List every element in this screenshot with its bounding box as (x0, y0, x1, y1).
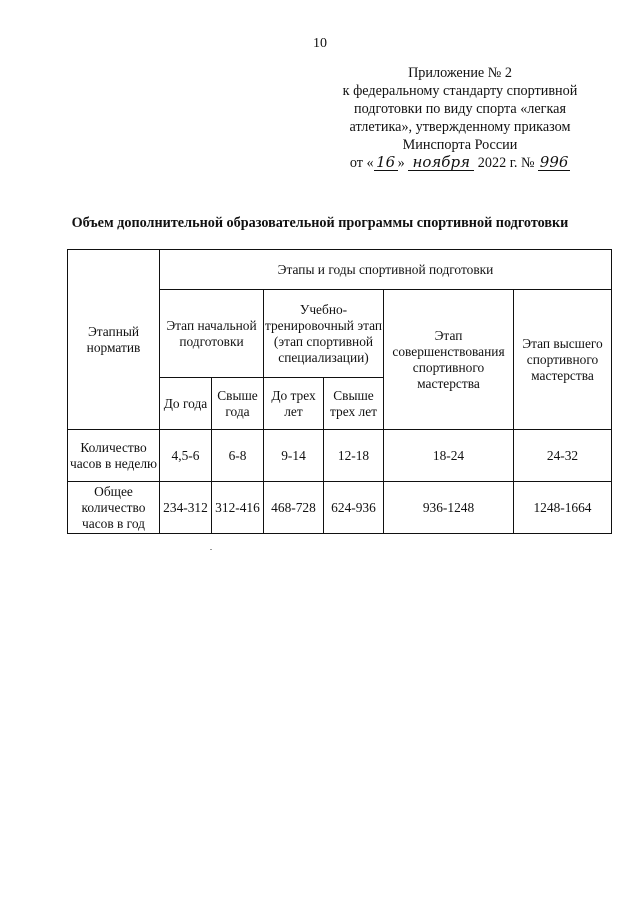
table-cell: 234-312 (160, 482, 212, 534)
scan-speck (210, 549, 212, 550)
date-year: 2022 г. № (477, 155, 535, 171)
table-row (68, 430, 612, 482)
table-header-row (68, 250, 612, 290)
stub-header: Этапный норматив (68, 250, 160, 430)
page-number: 10 (313, 36, 327, 51)
stage-initial-header: Этап начальной подготовки (160, 290, 264, 378)
appendix-line: к федеральному стандарту спортивной (342, 83, 578, 99)
table-cell: 312-416 (212, 482, 264, 534)
stage-higher-header: Этап высшего спортивного мастерства (514, 290, 612, 430)
date-prefix: от « (349, 155, 374, 171)
table-row (68, 482, 612, 534)
table-cell: 12-18 (324, 430, 384, 482)
table-cell: 9-14 (264, 430, 324, 482)
table-cell: 18-24 (384, 430, 514, 482)
table-cell: 936-1248 (384, 482, 514, 534)
row-label: Количество часов в неделю (68, 430, 160, 482)
appendix-line: подготовки по виду спорта «легкая (354, 101, 566, 117)
table-cell: 24-32 (514, 430, 612, 482)
handwritten-day: 16 (374, 155, 398, 171)
subheader-under-year: До года (160, 378, 212, 430)
table-cell: 624-936 (324, 482, 384, 534)
stage-training-header: Учебно-тренировочный этап (этап спортивной специализации) (264, 290, 384, 378)
table-cell: 1248-1664 (514, 482, 612, 534)
subheader-over-three-years: Свыше трех лет (324, 378, 384, 430)
appendix-block (315, 64, 605, 172)
subheader-over-year: Свыше года (212, 378, 264, 430)
date-mid: » (397, 155, 405, 171)
handwritten-month: ноября (408, 155, 474, 171)
stage-improvement-header: Этап совершенствования спортивного мастерства (384, 290, 514, 430)
document-title: Объем дополнительной образовательной программы спортивной подготовки (71, 215, 569, 231)
table-cell: 6-8 (212, 430, 264, 482)
appendix-line: Минспорта России (402, 137, 518, 153)
table-cell: 4,5-6 (160, 430, 212, 482)
appendix-line: атлетика», утвержденному приказом (349, 119, 571, 135)
order-date-line (315, 154, 605, 172)
group-header: Этапы и годы спортивной подготовки (160, 250, 612, 290)
program-volume-table (67, 249, 612, 534)
handwritten-order-number: 996 (539, 153, 569, 171)
appendix-line: Приложение № 2 (408, 65, 512, 81)
table-cell: 468-728 (264, 482, 324, 534)
row-label: Общее количество часов в год (68, 482, 160, 534)
subheader-under-three-years: До трех лет (264, 378, 324, 430)
